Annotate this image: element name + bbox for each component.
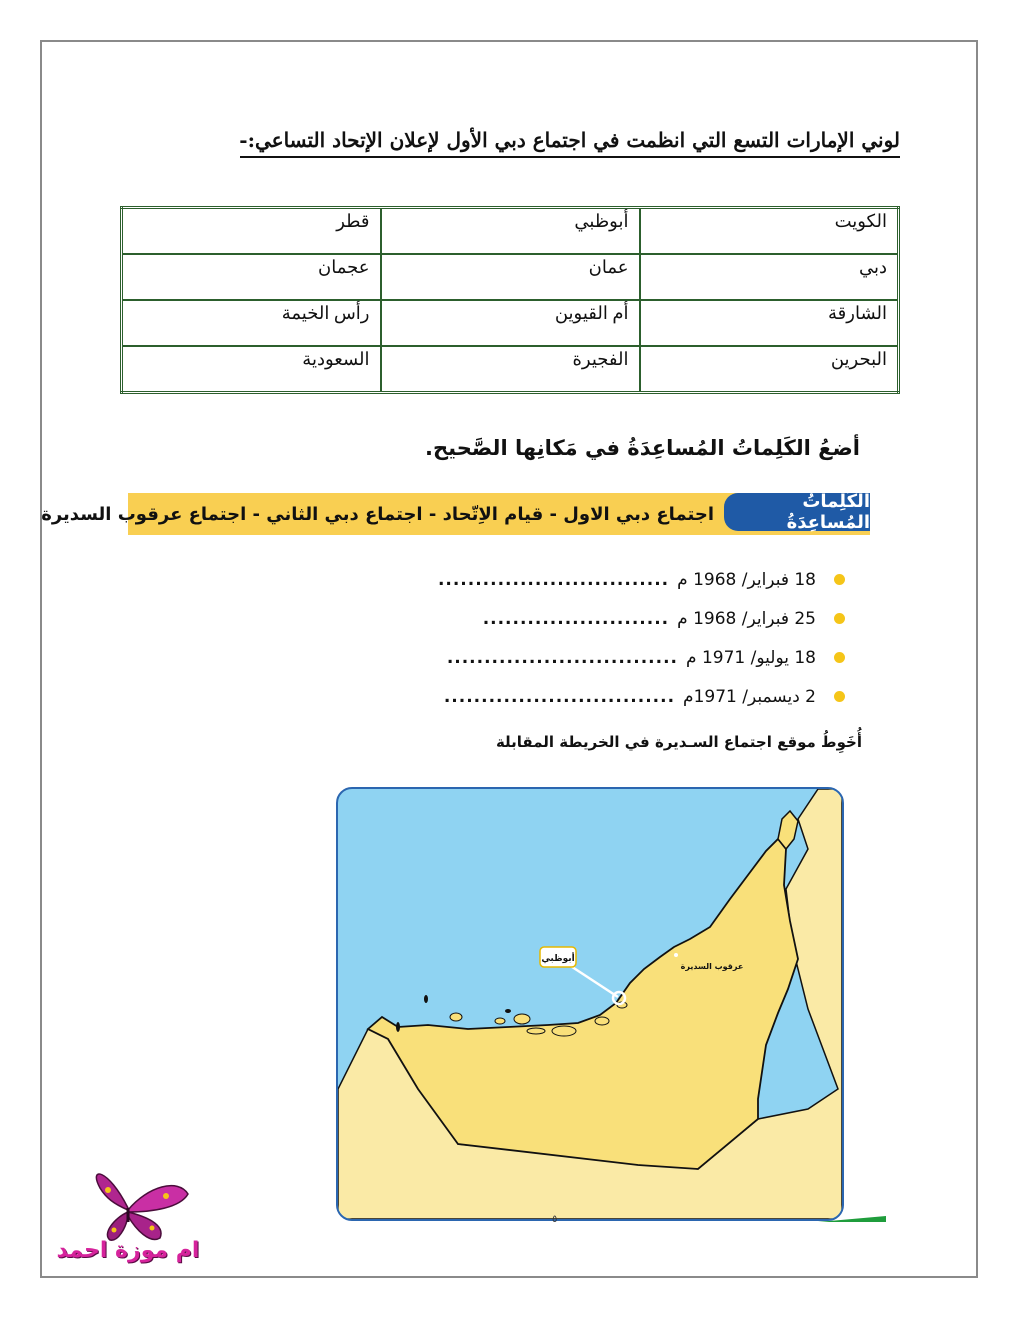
sudaira-label: عرقوب السديرة xyxy=(680,962,744,971)
logo-text: ام موزة احمد xyxy=(56,1238,200,1263)
table-cell[interactable]: أبوظبي xyxy=(381,208,640,255)
helper-words-label: الكَلِماتُ المُساعِدَةُ xyxy=(724,493,870,531)
list-item xyxy=(482,599,845,638)
uae-map[interactable] xyxy=(336,787,844,1221)
page-number: ٥ xyxy=(552,1214,558,1225)
date-text: 2 ديسمبر/ 1971م xyxy=(683,686,816,707)
table-cell[interactable]: رأس الخيمة xyxy=(122,300,381,346)
table-cell[interactable]: البحرين xyxy=(640,346,899,393)
date-text: 18 فبراير/ 1968 م xyxy=(677,569,816,590)
table-cell[interactable]: الفجيرة xyxy=(381,346,640,393)
table-cell[interactable]: عمان xyxy=(381,254,640,300)
answer-blank[interactable]: ......................... xyxy=(482,608,670,629)
island xyxy=(595,1017,609,1025)
dates-list xyxy=(437,560,845,716)
island xyxy=(450,1013,462,1021)
bullet-icon xyxy=(834,691,845,702)
table-cell[interactable]: الشارقة xyxy=(640,300,899,346)
table-row xyxy=(122,346,899,393)
list-item xyxy=(446,638,845,677)
helper-words-list: اجتماع دبي الاول - قيام الاِتّحاد - اجتماع دبي الثاني - اجتماع عرقوب السديرة xyxy=(41,503,714,525)
table-row xyxy=(122,254,899,300)
musandam xyxy=(778,811,798,849)
map-instruction: أُخَوِطُ موقع اجتماع السـديرة في الخريطة المقابلة xyxy=(495,733,862,751)
butterfly-logo xyxy=(48,1168,208,1278)
date-text: 18 يوليو/ 1971 م xyxy=(686,647,816,668)
bullet-icon xyxy=(834,652,845,663)
bullet-icon xyxy=(834,574,845,585)
answer-blank[interactable]: ............................... xyxy=(446,647,679,668)
page-title: لوني الإمارات التسع التي انظمت في اجتماع دبي الأول لإعلان الإتحاد التساعي:- xyxy=(240,128,900,158)
table-row xyxy=(122,208,899,255)
emirates-table xyxy=(120,206,900,394)
table-cell[interactable]: قطر xyxy=(122,208,381,255)
list-item xyxy=(443,677,845,716)
sudaira-marker[interactable] xyxy=(674,953,678,957)
abudhabi-label: أبوظبي xyxy=(541,954,575,964)
date-text: 25 فبراير/ 1968 م xyxy=(677,608,816,629)
island xyxy=(495,1018,505,1024)
island xyxy=(552,1026,576,1036)
section2-title: أضعُ الكَلِماتُ المُساعِدَةُ في مَكانِها الصَّحيح. xyxy=(425,436,860,460)
island xyxy=(505,1009,511,1013)
island xyxy=(396,1022,400,1032)
bullet-icon xyxy=(834,613,845,624)
helper-words-bar xyxy=(41,491,870,535)
table-row xyxy=(122,300,899,346)
map-svg xyxy=(338,789,842,1219)
island xyxy=(527,1028,545,1034)
list-item xyxy=(437,560,845,599)
table-cell[interactable]: دبي xyxy=(640,254,899,300)
table-cell[interactable]: السعودية xyxy=(122,346,381,393)
butterfly-icon xyxy=(48,1168,208,1248)
table-cell[interactable]: عجمان xyxy=(122,254,381,300)
island xyxy=(424,995,428,1003)
island xyxy=(514,1014,530,1024)
answer-blank[interactable]: ............................... xyxy=(437,569,670,590)
table-cell[interactable]: أم القيوين xyxy=(381,300,640,346)
table-cell[interactable]: الكويت xyxy=(640,208,899,255)
answer-blank[interactable]: ............................... xyxy=(443,686,676,707)
